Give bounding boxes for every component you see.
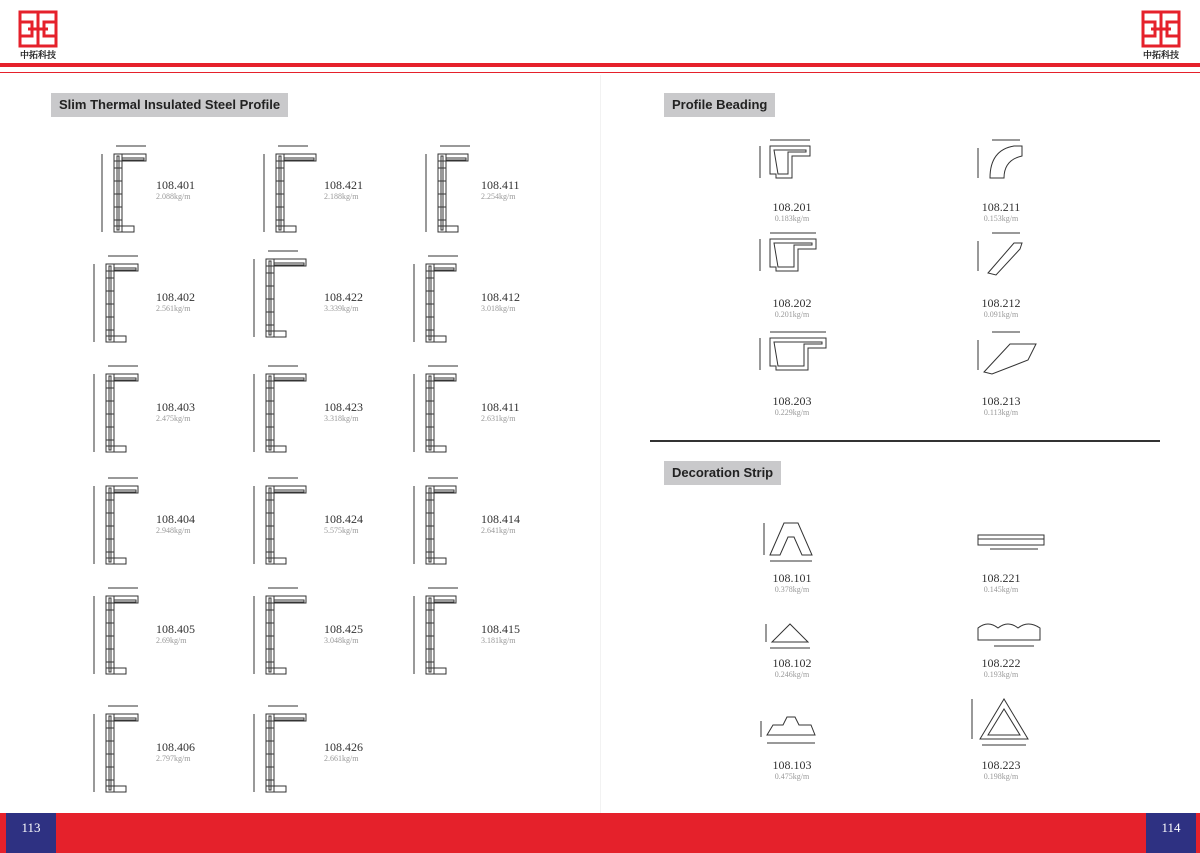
- beading-weight: 0.153kg/m: [983, 214, 1019, 223]
- strip-weight: 0.378kg/m: [774, 585, 810, 594]
- strip-drawing: [760, 612, 850, 662]
- steel-profile-code: 108.414: [481, 512, 520, 526]
- steel-profile-code: 108.403: [156, 400, 195, 414]
- strip-weight: 0.198kg/m: [983, 772, 1019, 781]
- steel-profile-code: 108.406: [156, 740, 195, 754]
- profile-drawing: [90, 700, 162, 802]
- steel-profile-code: 108.424: [324, 512, 363, 526]
- steel-profile-code: 108.402: [156, 290, 195, 304]
- profile-drawing: [250, 245, 322, 347]
- beading-drawing: [970, 330, 1040, 380]
- steel-profile-code: 108.422: [324, 290, 363, 304]
- steel-profile-code: 108.404: [156, 512, 195, 526]
- profile-drawing: [250, 360, 322, 462]
- beading-code: 108.211: [981, 200, 1021, 214]
- footer-bar: [0, 813, 1200, 853]
- steel-profile-weight: 3.318kg/m: [324, 414, 359, 423]
- profile-drawing: [410, 360, 482, 462]
- steel-profile-weight: 2.661kg/m: [324, 754, 359, 763]
- profile-drawing: [250, 582, 322, 684]
- steel-profile-weight: 5.575kg/m: [324, 526, 359, 535]
- section-title-steel-profile: Slim Thermal Insulated Steel Profile: [51, 93, 288, 117]
- strip-drawing: [960, 525, 1050, 575]
- section-title-profile-beading: Profile Beading: [664, 93, 775, 117]
- beading-weight: 0.201kg/m: [774, 310, 810, 319]
- section-title-decoration-strip: Decoration Strip: [664, 461, 781, 485]
- header-rule: [0, 63, 1200, 67]
- beading-weight: 0.091kg/m: [983, 310, 1019, 319]
- page-number-right: 114: [1146, 813, 1196, 853]
- beading-drawing: [970, 231, 1040, 281]
- beading-code: 108.212: [981, 296, 1021, 310]
- strip-drawing: [960, 695, 1050, 745]
- page-fold: [600, 75, 601, 813]
- steel-profile-code: 108.423: [324, 400, 363, 414]
- profile-drawing: [260, 140, 332, 242]
- steel-profile-weight: 2.69kg/m: [156, 636, 187, 645]
- profile-drawing: [90, 472, 162, 574]
- steel-profile-weight: 3.339kg/m: [324, 304, 359, 313]
- profile-drawing: [90, 250, 162, 352]
- strip-weight: 0.246kg/m: [774, 670, 810, 679]
- steel-profile-code: 108.426: [324, 740, 363, 754]
- beading-drawing: [970, 138, 1040, 188]
- beading-drawing: [752, 231, 822, 281]
- strip-code: 108.221: [981, 571, 1021, 585]
- steel-profile-code: 108.412: [481, 290, 520, 304]
- strip-drawing: [760, 515, 850, 565]
- beading-weight: 0.113kg/m: [983, 408, 1019, 417]
- steel-profile-code: 108.411: [481, 178, 520, 192]
- strip-code: 108.223: [981, 758, 1021, 772]
- steel-profile-code: 108.415: [481, 622, 520, 636]
- steel-profile-code: 108.411: [481, 400, 520, 414]
- strip-code: 108.222: [981, 656, 1021, 670]
- beading-weight: 0.183kg/m: [774, 214, 810, 223]
- steel-profile-weight: 3.048kg/m: [324, 636, 359, 645]
- beading-code: 108.213: [981, 394, 1021, 408]
- beading-drawing: [752, 330, 822, 380]
- page-number-left: 113: [6, 813, 56, 853]
- beading-weight: 0.229kg/m: [774, 408, 810, 417]
- beading-code: 108.202: [772, 296, 812, 310]
- profile-drawing: [410, 582, 482, 684]
- steel-profile-weight: 3.181kg/m: [481, 636, 516, 645]
- beading-drawing: [752, 138, 822, 188]
- steel-profile-weight: 2.631kg/m: [481, 414, 516, 423]
- steel-profile-weight: 2.797kg/m: [156, 754, 191, 763]
- beading-code: 108.201: [772, 200, 812, 214]
- profile-drawing: [250, 472, 322, 574]
- strip-code: 108.102: [772, 656, 812, 670]
- strip-code: 108.103: [772, 758, 812, 772]
- profile-drawing: [90, 582, 162, 684]
- steel-profile-weight: 2.254kg/m: [481, 192, 516, 201]
- steel-profile-weight: 2.475kg/m: [156, 414, 191, 423]
- beading-code: 108.203: [772, 394, 812, 408]
- strip-weight: 0.145kg/m: [983, 585, 1019, 594]
- steel-profile-weight: 2.088kg/m: [156, 192, 191, 201]
- steel-profile-code: 108.421: [324, 178, 363, 192]
- strip-weight: 0.193kg/m: [983, 670, 1019, 679]
- steel-profile-code: 108.425: [324, 622, 363, 636]
- strip-code: 108.101: [772, 571, 812, 585]
- steel-profile-weight: 3.018kg/m: [481, 304, 516, 313]
- steel-profile-code: 108.401: [156, 178, 195, 192]
- steel-profile-weight: 2.948kg/m: [156, 526, 191, 535]
- profile-drawing: [410, 250, 482, 352]
- strip-weight: 0.475kg/m: [774, 772, 810, 781]
- company-logo-text-right: 中拓科技: [1142, 51, 1179, 61]
- profile-drawing: [250, 700, 322, 802]
- steel-profile-weight: 2.641kg/m: [481, 526, 516, 535]
- steel-profile-code: 108.405: [156, 622, 195, 636]
- company-logo-text-left: 中拓科技: [19, 51, 56, 61]
- steel-profile-weight: 2.188kg/m: [324, 192, 359, 201]
- profile-drawing: [90, 360, 162, 462]
- header-thin-rule: [0, 72, 1200, 73]
- steel-profile-weight: 2.561kg/m: [156, 304, 191, 313]
- profile-drawing: [410, 472, 482, 574]
- section-divider: [650, 440, 1160, 442]
- strip-drawing: [755, 705, 845, 755]
